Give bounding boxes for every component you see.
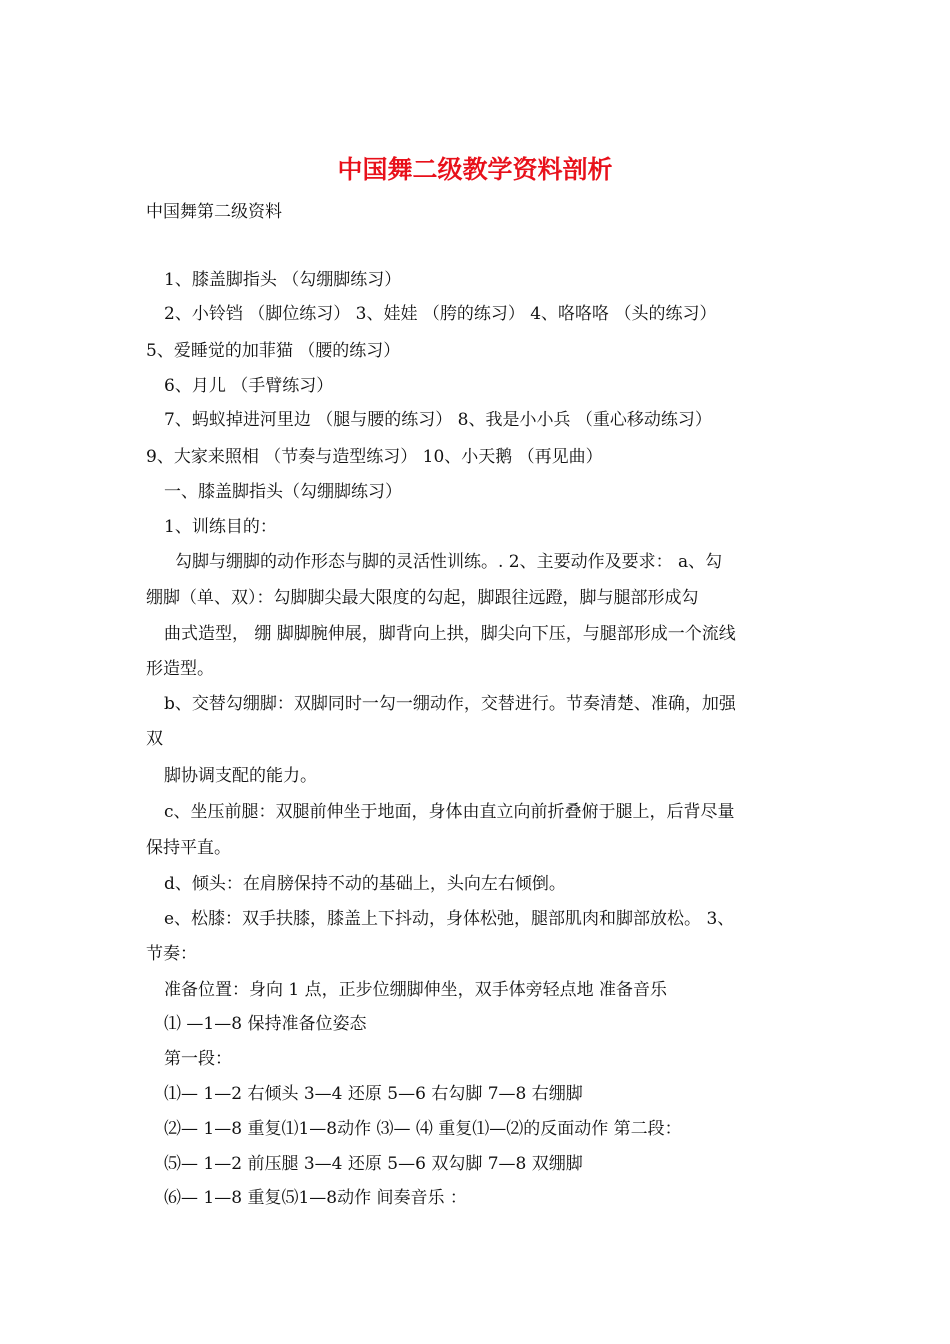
text-line: 保持平直。 <box>146 838 231 858</box>
text-line: 形造型。 <box>146 659 214 679</box>
text-line: d、倾头：在肩膀保持不动的基础上，头向左右倾倒。 <box>164 874 566 894</box>
subtitle-line: 中国舞第二级资料 <box>146 202 282 222</box>
text-line: e、松膝：双手扶膝，膝盖上下抖动，身体松弛，腿部肌肉和脚部放松。 3、 <box>164 909 735 929</box>
text-line: ⑵— 1—8 重复⑴1—8动作 ⑶— ⑷ 重复⑴—⑵的反面动作 第二段： <box>164 1119 682 1139</box>
document-title: 中国舞二级教学资料剖析 <box>337 155 613 184</box>
text-line: 脚协调支配的能力。 <box>164 766 317 786</box>
text-line: 准备位置：身向 1 点，正步位绷脚伸坐，双手体旁轻点地 准备音乐 <box>164 980 668 1000</box>
text-line: c、坐压前腿：双腿前伸坐于地面，身体由直立向前折叠俯于腿上，后背尽量 <box>164 802 735 822</box>
text-line: 勾脚与绷脚的动作形态与脚的灵活性训练。. 2、主要动作及要求： a、勾 <box>175 552 723 572</box>
text-line: ⑴— 1—2 右倾头 3—4 还原 5—6 右勾脚 7—8 右绷脚 <box>164 1084 583 1104</box>
text-line: 1、膝盖脚指头 （勾绷脚练习） <box>164 270 402 290</box>
text-line: b、交替勾绷脚：双脚同时一勾一绷动作，交替进行。节奏清楚、准确，加强 <box>164 694 736 714</box>
text-line: 1、训练目的： <box>164 517 277 537</box>
text-line: 9、大家来照相 （节奏与造型练习） 10、小天鹅 （再见曲） <box>146 447 603 467</box>
text-line: 5、爱睡觉的加菲猫 （腰的练习） <box>146 341 401 361</box>
text-line: 7、蚂蚁掉进河里边 （腿与腰的练习） 8、我是小小兵 （重心移动练习） <box>164 410 712 430</box>
text-line: 曲式造型， 绷 脚脚腕伸展，脚背向上拱，脚尖向下压，与腿部形成一个流线 <box>164 624 736 644</box>
text-line: ⑸— 1—2 前压腿 3—4 还原 5—6 双勾脚 7—8 双绷脚 <box>164 1154 583 1174</box>
section-heading: 一、膝盖脚指头（勾绷脚练习） <box>164 482 402 502</box>
text-line: 第一段： <box>164 1049 232 1069</box>
text-line: 2、小铃铛 （脚位练习） 3、娃娃 （胯的练习） 4、咯咯咯 （头的练习） <box>164 304 717 324</box>
text-line: ⑴ —1—8 保持准备位姿态 <box>164 1014 367 1034</box>
text-line: 绷脚（单、双）：勾脚脚尖最大限度的勾起，脚跟往远蹬，脚与腿部形成勾 <box>146 588 699 608</box>
text-line: 双 <box>146 729 163 749</box>
text-line: ⑹— 1—8 重复⑸1—8动作 间奏音乐 ： <box>164 1188 467 1208</box>
text-line: 6、月儿 （手臂练习） <box>164 376 334 396</box>
text-line: 节奏： <box>146 944 197 964</box>
